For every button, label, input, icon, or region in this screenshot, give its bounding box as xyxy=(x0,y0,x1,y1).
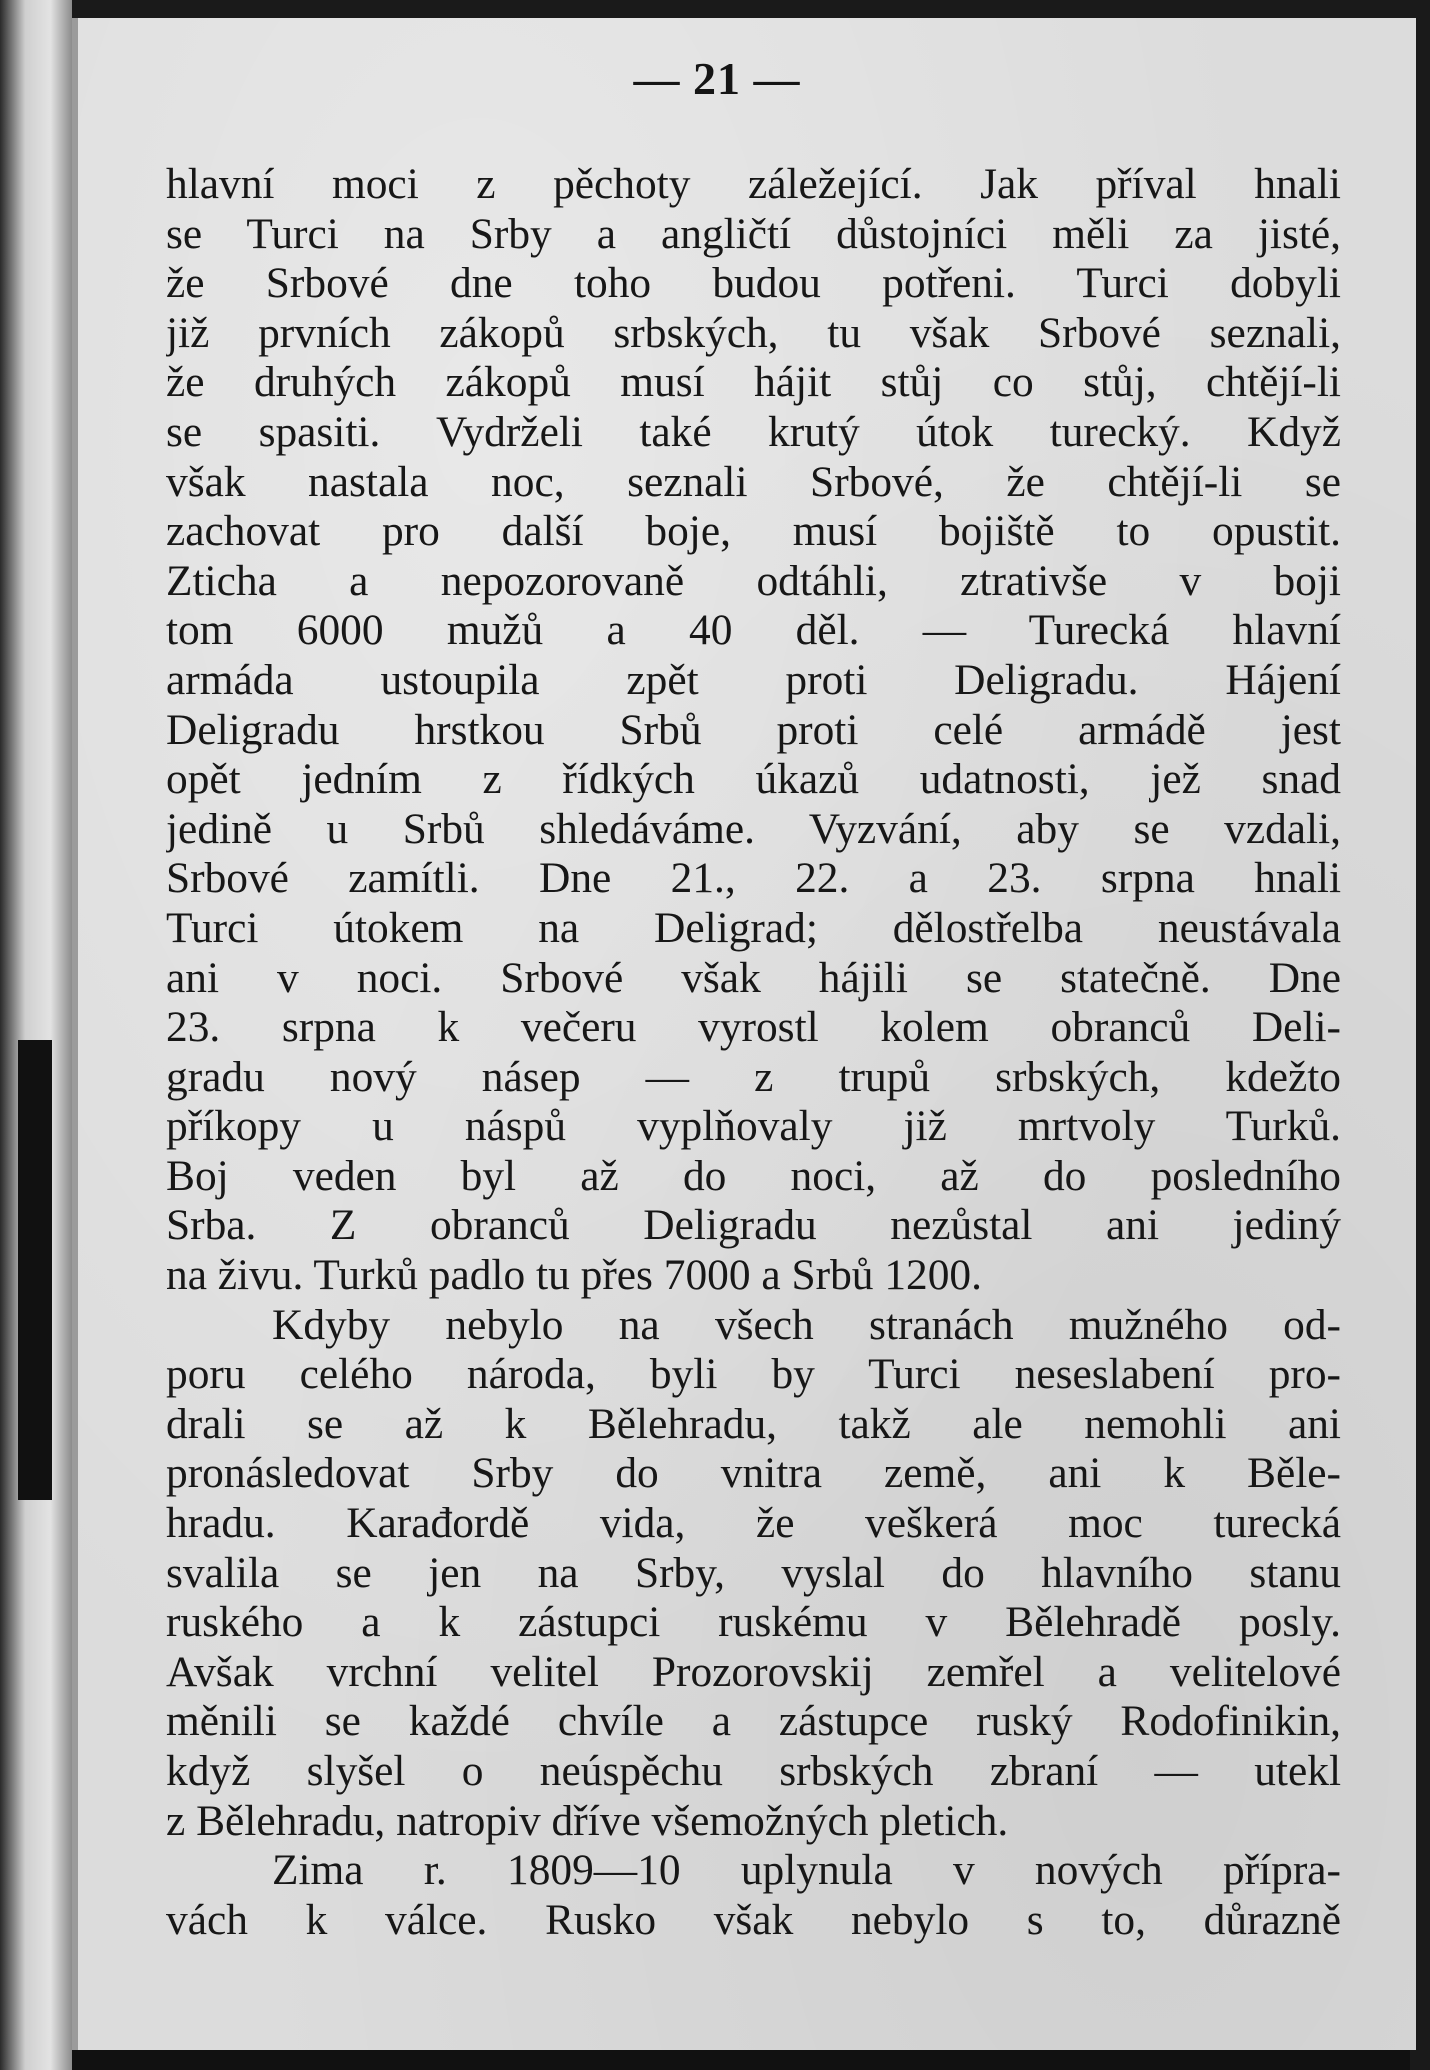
text-line: tom 6000 mužů a 40 děl. — Turecká hlavní xyxy=(166,606,1341,655)
text-line: se spasiti. Vydrželi také krutý útok turecký. Když xyxy=(166,407,1341,456)
text-line: drali se až k Bělehradu, takž ale nemohli ani xyxy=(166,1399,1341,1448)
text-line: Srba. Z obranců Deligradu nezůstal ani jediný xyxy=(166,1201,1341,1250)
text-line: gradu nový násep — z trupů srbských, kdežto xyxy=(166,1052,1341,1101)
text-line: pronásledovat Srby do vnitra země, ani k Běle- xyxy=(166,1449,1341,1498)
text-line: Avšak vrchní velitel Prozorovskij zemřel a velitelové xyxy=(166,1647,1341,1696)
page-number: — 21 — xyxy=(633,53,801,104)
binding-shadow xyxy=(18,1040,52,1500)
text-line: Kdyby nebylo na všech stranách mužného od- xyxy=(272,1300,1341,1349)
text-line: 23. srpna k večeru vyrostl kolem obranců Deli- xyxy=(166,1003,1341,1052)
text-line: z Bělehradu, natropiv dříve všemožných pletich. xyxy=(166,1796,1009,1845)
text-line: že Srbové dne toho budou potřeni. Turci dobyli xyxy=(166,259,1341,308)
text-line: Turci útokem na Deligrad; dělostřelba neustávala xyxy=(166,903,1341,952)
text-line: jedině u Srbů shledáváme. Vyzvání, aby se vzdali, xyxy=(166,804,1341,853)
body-text xyxy=(166,160,1341,1945)
text-line: Zima r. 1809—10 uplynula v nových přípra- xyxy=(272,1846,1341,1895)
previous-page-edge xyxy=(0,0,72,2070)
text-line: Boj veden byl až do noci, až do posledního xyxy=(166,1151,1341,1200)
text-line: že druhých zákopů musí hájit stůj co stůj, chtějí-li xyxy=(166,358,1341,407)
text-line: na živu. Turků padlo tu přes 7000 a Srbů 1200. xyxy=(166,1251,982,1300)
text-line: poru celého národa, byli by Turci neseslabení pro- xyxy=(166,1350,1341,1399)
text-line: hlavní moci z pěchoty záležející. Jak příval hnali xyxy=(166,160,1341,208)
text-line: měnili se každé chvíle a zástupce ruský Rodofinikin, xyxy=(166,1697,1341,1746)
text-line: opět jedním z řídkých úkazů udatnosti, jež snad xyxy=(166,755,1341,804)
text-line: ruského a k zástupci ruskému v Bělehradě posly. xyxy=(166,1598,1341,1647)
text-line: Srbové zamítli. Dne 21., 22. a 23. srpna hnali xyxy=(166,854,1341,903)
text-line: se Turci na Srby a angličtí důstojníci měli za jisté, xyxy=(166,209,1341,258)
text-line: Zticha a nepozorovaně odtáhli, ztrativše v boji xyxy=(166,556,1341,605)
text-line: již prvních zákopů srbských, tu však Srbové seznali, xyxy=(166,308,1341,357)
text-line: však nastala noc, seznali Srbové, že chtějí-li se xyxy=(166,457,1341,506)
text-line: svalila se jen na Srby, vyslal do hlavního stanu xyxy=(166,1548,1341,1597)
text-line: ani v noci. Srbové však hájili se statečně. Dne xyxy=(166,953,1341,1002)
text-line: když slyšel o neúspěchu srbských zbraní — utekl xyxy=(166,1747,1341,1795)
text-line: příkopy u náspů vyplňovaly již mrtvoly Turků. xyxy=(166,1102,1341,1151)
text-line: hradu. Karađordě vida, že veškerá moc turecká xyxy=(166,1499,1341,1548)
text-line: Deligradu hrstkou Srbů proti celé armádě jest xyxy=(166,705,1341,754)
scan-bottom-edge xyxy=(72,2050,1410,2070)
book-page xyxy=(72,18,1416,2050)
text-line: vách k válce. Rusko však nebylo s to, důrazně xyxy=(166,1895,1341,1944)
text-line: zachovat pro další boje, musí bojiště to opustit. xyxy=(166,507,1341,556)
text-line: armáda ustoupila zpět proti Deligradu. Hájení xyxy=(166,655,1341,704)
